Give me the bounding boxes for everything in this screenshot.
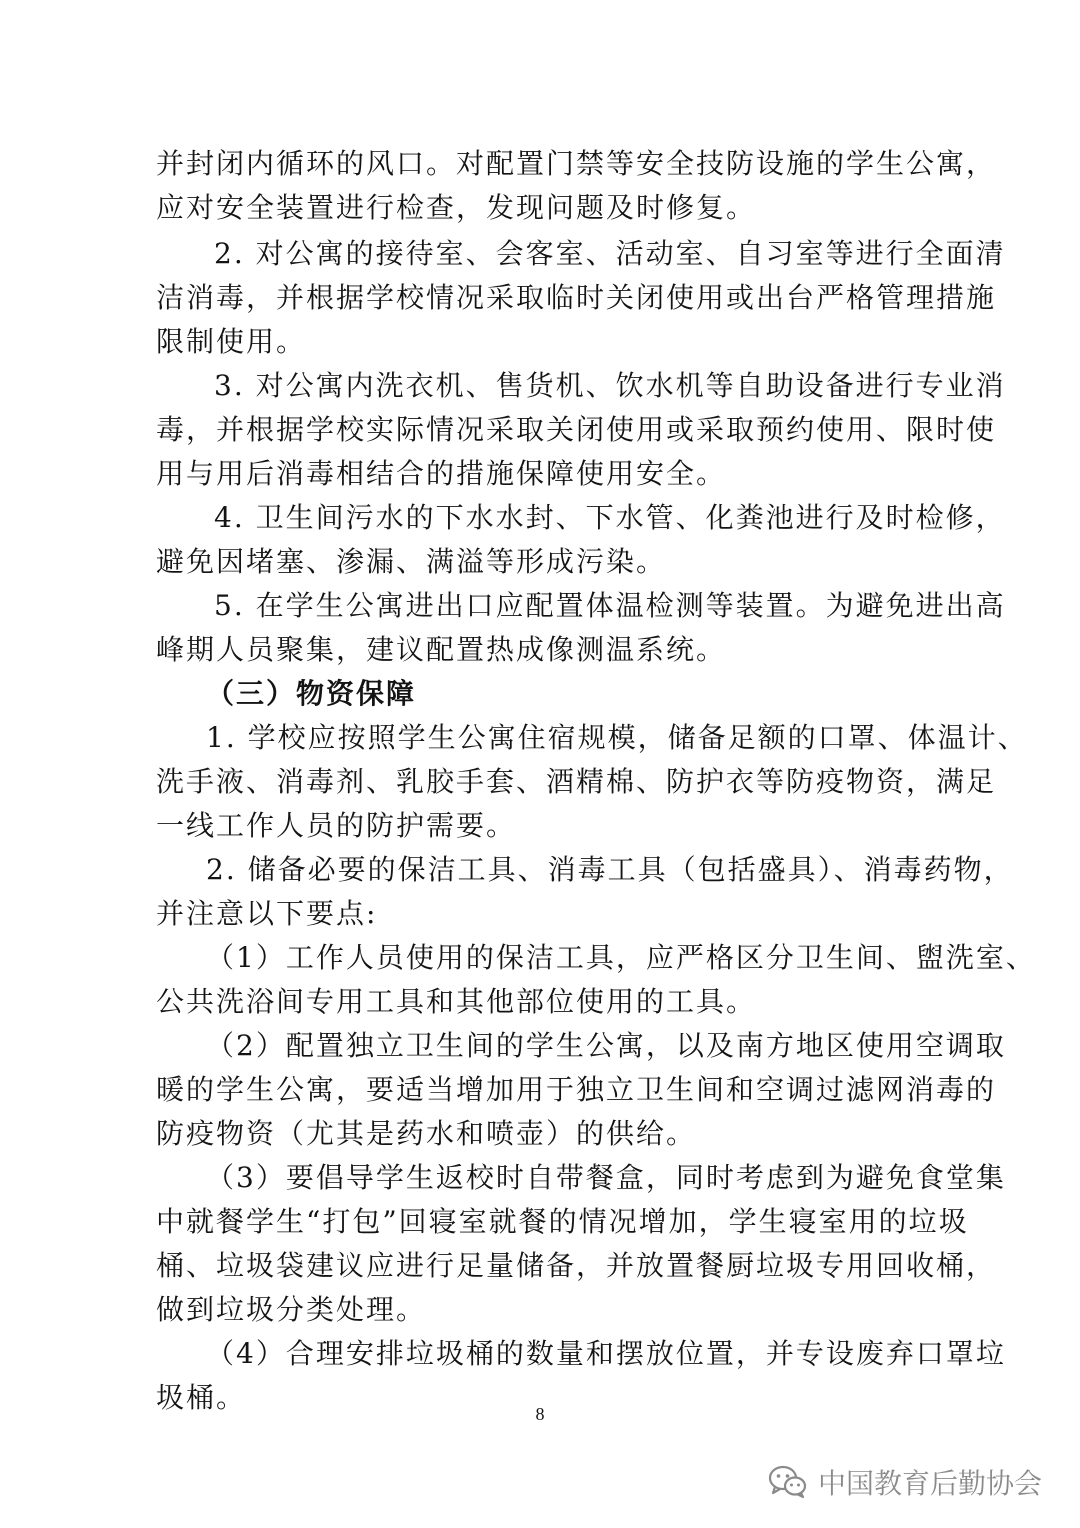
body-line: 5. 在学生公寓进出口应配置体温检测等装置。为避免进出高 <box>214 589 1006 622</box>
body-line: （4）合理安排垃圾桶的数量和摆放位置，并专设废弃口罩垃 <box>206 1337 1006 1370</box>
body-line: 洗手液、消毒剂、乳胶手套、酒精棉、防护衣等防疫物资，满足 <box>156 765 997 798</box>
body-line: 3. 对公寓内洗衣机、售货机、饮水机等自助设备进行专业消 <box>214 369 1006 402</box>
body-line: 并注意以下要点: <box>156 897 378 930</box>
body-line: 用与用后消毒相结合的措施保障使用安全。 <box>156 457 727 490</box>
body-line: 并封闭内循环的风口。对配置门禁等安全技防设施的学生公寓， <box>156 147 997 180</box>
body-line: 桶、垃圾袋建议应进行足量储备，并放置餐厨垃圾专用回收桶， <box>156 1249 997 1282</box>
watermark-text: 中国教育后勤协会 <box>817 1467 1042 1500</box>
body-line: 4. 卫生间污水的下水水封、下水管、化粪池进行及时检修， <box>214 501 1006 534</box>
body-line: 一线工作人员的防护需要。 <box>156 809 517 842</box>
section-heading: （三）物资保障 <box>206 677 417 710</box>
body-line: 防疫物资（尤其是药水和喷壶）的供给。 <box>156 1117 697 1150</box>
body-line: 避免因堵塞、渗漏、满溢等形成污染。 <box>156 545 667 578</box>
body-line: 毒，并根据学校实际情况采取关闭使用或采取预约使用、限时使 <box>156 413 997 446</box>
body-line: 限制使用。 <box>156 325 307 358</box>
body-line: 中就餐学生“打包”回寝室就餐的情况增加，学生寝室用的垃圾 <box>156 1205 969 1238</box>
body-line: 圾桶。 <box>156 1381 247 1414</box>
body-line: 暖的学生公寓，要适当增加用于独立卫生间和空调过滤网消毒的 <box>156 1073 997 1106</box>
body-line: 公共洗浴间专用工具和其他部位使用的工具。 <box>156 985 757 1018</box>
watermark <box>768 1462 1042 1502</box>
body-line: 应对安全装置进行检查，发现问题及时修复。 <box>156 191 757 224</box>
body-line: （3）要倡导学生返校时自带餐盒，同时考虑到为避免食堂集 <box>206 1161 1006 1194</box>
body-line: 峰期人员聚集，建议配置热成像测温系统。 <box>156 633 727 666</box>
body-line: （2）配置独立卫生间的学生公寓，以及南方地区使用空调取 <box>206 1029 1006 1062</box>
body-line: 2. 储备必要的保洁工具、消毒工具（包括盛具）、消毒药物， <box>206 853 1014 886</box>
body-line: 2. 对公寓的接待室、会客室、活动室、自习室等进行全面清 <box>214 237 1006 270</box>
body-line: 洁消毒，并根据学校情况采取临时关闭使用或出台严格管理措施 <box>156 281 997 314</box>
body-line: 做到垃圾分类处理。 <box>156 1293 427 1326</box>
wechat-icon <box>768 1465 808 1499</box>
page-number: 8 <box>535 1404 545 1424</box>
body-line: （1）工作人员使用的保洁工具，应严格区分卫生间、盥洗室、 <box>206 941 1036 974</box>
body-line: 1. 学校应按照学生公寓住宿规模，储备足额的口罩、体温计、 <box>206 721 1028 754</box>
